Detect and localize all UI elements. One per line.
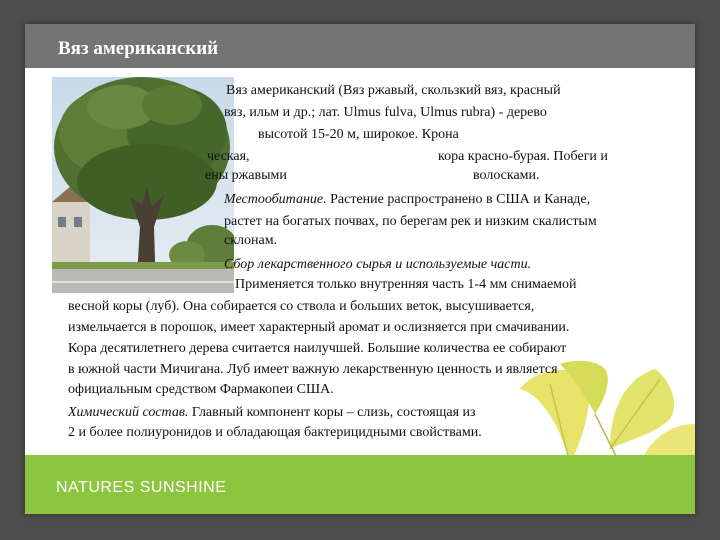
brand-logo: NATURES SUNSHINE <box>56 479 227 496</box>
text-line-16 <box>68 404 476 422</box>
text-line-14: в южной части Мичигана. Луб имеет важную лекарственную ценность и является <box>68 362 558 377</box>
text-line-13: Кора десятилетнего дерева считается наилучшей. Большие количества ее собирают <box>68 341 567 356</box>
text-line-10: Применяется только внутренняя часть 1-4 мм снимаемой <box>235 277 577 292</box>
text-line-6 <box>224 191 590 209</box>
footer-bar <box>25 455 695 514</box>
title-bar <box>25 24 695 68</box>
text-line-5a: ены ржавыми <box>205 168 287 183</box>
text-line-17: 2 и более полиуронидов и обладающая бактерицидными свойствами. <box>68 425 482 440</box>
text-line-15: официальным средством Фармакопеи США. <box>68 382 334 397</box>
collection-heading: Сбор лекарственного сырья и используемые части. <box>224 257 532 272</box>
text-line-12: измельчается в порошок, имеет характерный аромат и ослизняется при смачивании. <box>68 320 570 335</box>
composition-heading: Химический состав. <box>68 405 189 420</box>
text-line-2: вяз, ильм и др.; лат. Ulmus fulva, Ulmus rubra) - дерево <box>224 105 547 120</box>
slide <box>25 24 695 514</box>
text-line-1: Вяз американский (Вяз ржавый, скользкий вяз, красный <box>226 83 561 98</box>
text-line-3: высотой 15-20 м, широкое. Крона <box>258 127 459 142</box>
text-line-8: склонам. <box>224 233 278 248</box>
text-line-7: растет на богатых почвах, по берегам рек и низким скалистым <box>224 214 597 229</box>
composition-text: Главный компонент коры – слизь, состоящая из <box>188 405 476 420</box>
habitat-heading: Местообитание. <box>224 192 327 207</box>
text-line-5b: волосками. <box>473 168 540 183</box>
text-line-4b: кора красно-бурая. Побеги и <box>438 149 608 164</box>
text-line-4a: ческая, <box>207 149 250 164</box>
text-line-11: весной коры (луб). Она собирается со ствола и больших веток, высушивается, <box>68 299 535 314</box>
habitat-text: Растение распространено в США и Канаде, <box>326 192 591 207</box>
slide-title: Вяз американский <box>58 38 219 59</box>
elm-tree-photo <box>52 77 234 293</box>
